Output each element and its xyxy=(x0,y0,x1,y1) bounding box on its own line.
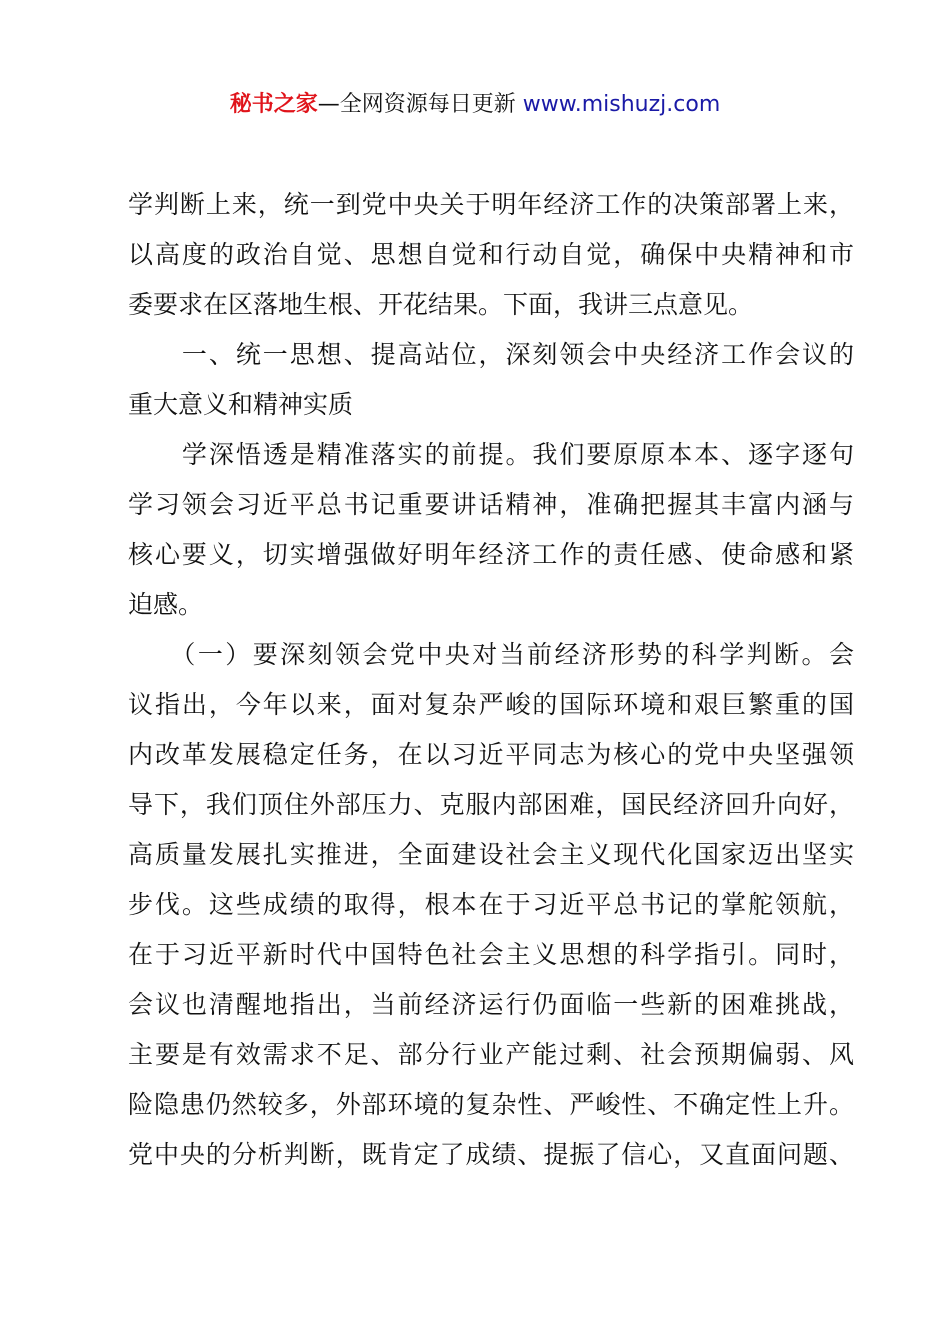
text-line: 以高度的政治自觉、思想自觉和行动自觉，确保中央精神和市 xyxy=(128,240,854,269)
text-line: 学深悟透是精准落实的前提。我们要原原本本、逐字逐句 xyxy=(128,440,854,469)
page-header xyxy=(0,88,950,122)
text-line: 核心要义，切实增强做好明年经济工作的责任感、使命感和紧 xyxy=(128,540,854,569)
text-line: 议指出，今年以来，面对复杂严峻的国际环境和艰巨繁重的国 xyxy=(128,690,854,719)
brand-name: 秘书之家 xyxy=(229,92,318,117)
document-body xyxy=(128,180,854,1180)
text-line: 会议也清醒地指出，当前经济运行仍面临一些新的困难挑战， xyxy=(128,990,854,1019)
text-line: 主要是有效需求不足、部分行业产能过剩、社会预期偏弱、风 xyxy=(128,1040,854,1069)
text-line: （一）要深刻领会党中央对当前经济形势的科学判断。会 xyxy=(128,640,854,669)
text-line: 在于习近平新时代中国特色社会主义思想的科学指引。同时， xyxy=(128,940,854,969)
text-line: 学习领会习近平总书记重要讲话精神，准确把握其丰富内涵与 xyxy=(128,490,854,519)
section-heading: 一、统一思想、提高站位，深刻领会中央经济工作会议的 xyxy=(128,340,854,369)
site-url[interactable]: www.mishuzj.com xyxy=(522,92,721,117)
section-heading: 重大意义和精神实质 xyxy=(128,390,354,419)
text-line: 内改革发展稳定任务，在以习近平同志为核心的党中央坚强领 xyxy=(128,740,854,769)
text-line: 学判断上来，统一到党中央关于明年经济工作的决策部署上来， xyxy=(128,190,854,219)
text-line: 党中央的分析判断，既肯定了成绩、提振了信心，又直面问题、 xyxy=(128,1140,854,1169)
header-tagline: —全网资源每日更新 xyxy=(317,92,523,117)
text-line: 步伐。这些成绩的取得，根本在于习近平总书记的掌舵领航， xyxy=(128,890,854,919)
text-line: 迫感。 xyxy=(128,590,204,619)
text-line: 导下，我们顶住外部压力、克服内部困难，国民经济回升向好， xyxy=(128,790,854,819)
text-line: 险隐患仍然较多，外部环境的复杂性、严峻性、不确定性上升。 xyxy=(128,1090,854,1119)
text-line: 高质量发展扎实推进，全面建设社会主义现代化国家迈出坚实 xyxy=(128,840,854,869)
text-line: 委要求在区落地生根、开花结果。下面，我讲三点意见。 xyxy=(128,290,754,319)
